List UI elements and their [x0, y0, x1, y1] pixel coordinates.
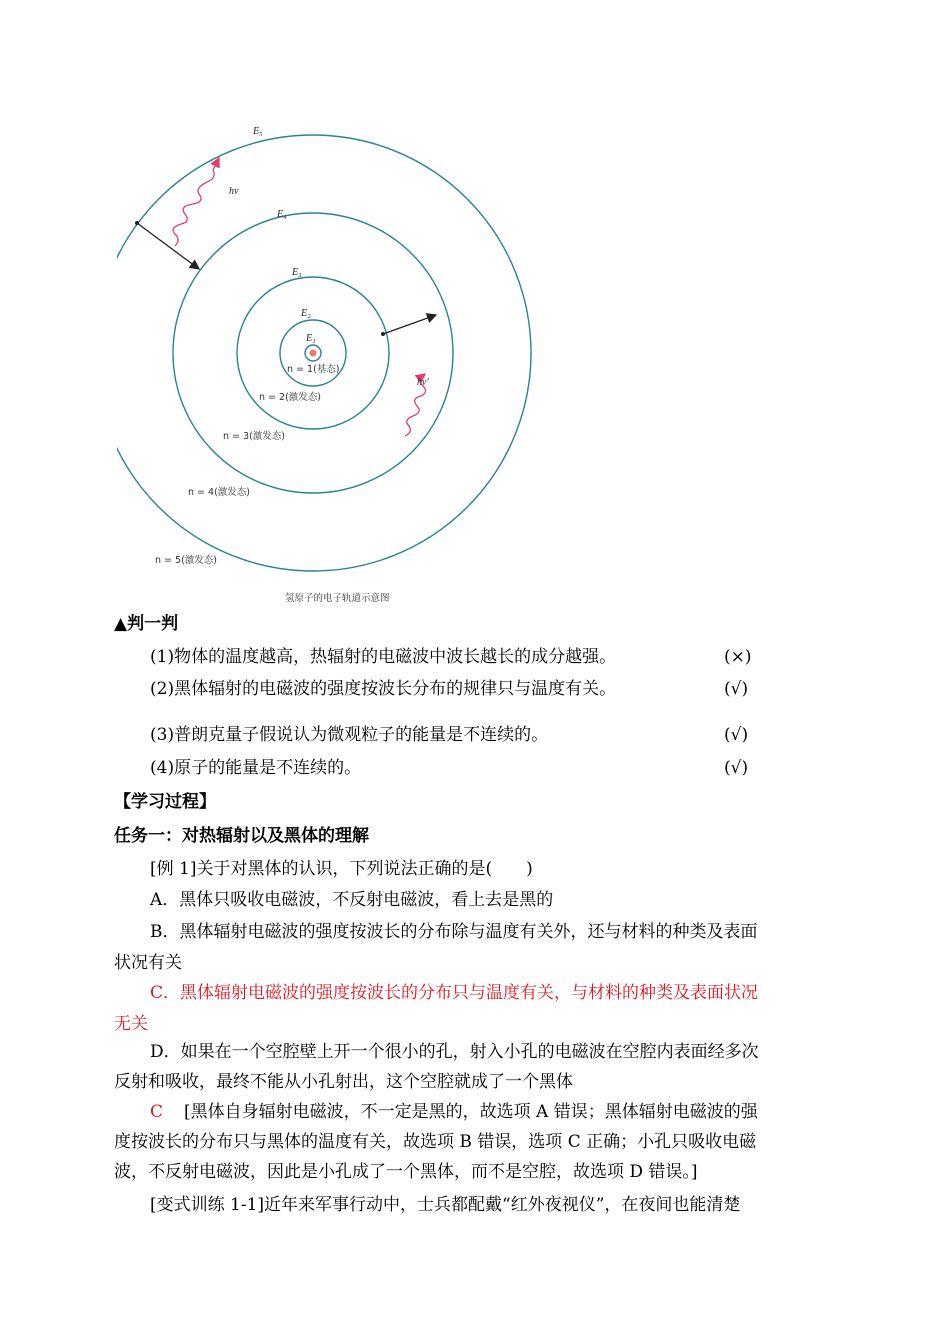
photon-emitted-wave: [173, 158, 219, 246]
energy-label-e5: E₅: [253, 126, 263, 137]
state-label-n4: n = 4(激发态): [188, 487, 250, 498]
orbit-n5: [113, 135, 531, 571]
option-d-line2: 反射和吸收，最终不能从小孔射出，这个空腔就成了一个黑体: [114, 1072, 573, 1092]
option-c-line1: C．黑体辐射电磁波的强度按波长的分布只与温度有关，与材料的种类及表面状况: [150, 983, 759, 1003]
energy-label-e3: E₃: [292, 267, 302, 278]
state-label-n2: n = 2(激发态): [259, 392, 321, 403]
transition-arrow-inner: [383, 315, 436, 334]
variant-training: [变式训练 1-1]近年来军事行动中，士兵都配戴“红外夜视仪”，在夜间也能清楚: [150, 1195, 741, 1215]
option-b-line2: 状况有关: [114, 953, 182, 973]
judge-item-3: (3)普朗克量子假说认为微观粒子的能量是不连续的。: [150, 725, 549, 745]
energy-label-e4: E₄: [277, 209, 287, 220]
judge-item-1: (1)物体的温度越高，热辐射的电磁波中波长越长的成分越强。: [150, 647, 617, 667]
option-a: A．黑体只吸收电磁波，不反射电磁波，看上去是黑的: [150, 890, 554, 910]
process-heading: 【学习过程】: [114, 792, 216, 812]
state-label-n1: n = 1(基态): [287, 364, 340, 375]
judge-item-4: (4)原子的能量是不连续的。: [150, 758, 362, 778]
energy-label-e1: E₁: [306, 333, 316, 344]
state-label-n3: n = 3(激发态): [223, 431, 285, 442]
analysis-line3: 波，不反射电磁波，因此是小孔成了一个黑体，而不是空腔，故选项 D 错误。]: [114, 1162, 698, 1182]
task1-heading: 任务一：对热辐射以及黑体的理解: [114, 826, 369, 846]
analysis-line1: [黑体自身辐射电磁波，不一定是黑的，故选项 A 错误；黑体辐射电磁波的强: [184, 1102, 758, 1122]
analysis-line2: 度按波长的分布只与黑体的温度有关，故选项 B 错误，选项 C 正确；小孔只吸收电磁: [114, 1132, 757, 1152]
nucleus: [310, 350, 317, 357]
judge-mark-4: (√): [724, 758, 749, 778]
option-b-line1: B．黑体辐射电磁波的强度按波长的分布除与温度有关外，还与材料的种类及表面: [150, 922, 758, 942]
option-d-line1: D．如果在一个空腔壁上开一个很小的孔，射入小孔的电磁波在空腔内表面经多次: [150, 1042, 759, 1062]
example1-stem: [例 1]关于对黑体的认识，下列说法正确的是( ): [150, 859, 533, 879]
option-c-line2: 无关: [114, 1014, 148, 1034]
hydrogen-orbit-diagram: [113, 118, 543, 608]
photon-label-absorbed: hν′: [417, 377, 429, 388]
judge-item-2: (2)黑体辐射的电磁波的强度按波长分布的规律只与温度有关。: [150, 679, 617, 699]
energy-label-e2: E₂: [301, 308, 311, 319]
judge-heading: ▲判一判: [114, 614, 179, 634]
answer-letter: C: [150, 1102, 164, 1122]
photon-label-emitted: hν: [229, 186, 239, 197]
judge-mark-1: (×): [724, 647, 752, 667]
diagram-caption: 氢原子的电子轨道示意图: [285, 593, 390, 604]
judge-mark-3: (√): [724, 725, 749, 745]
judge-mark-2: (√): [724, 679, 749, 699]
state-label-n5: n = 5(激发态): [155, 555, 217, 566]
transition-arrow-outer: [137, 223, 199, 269]
